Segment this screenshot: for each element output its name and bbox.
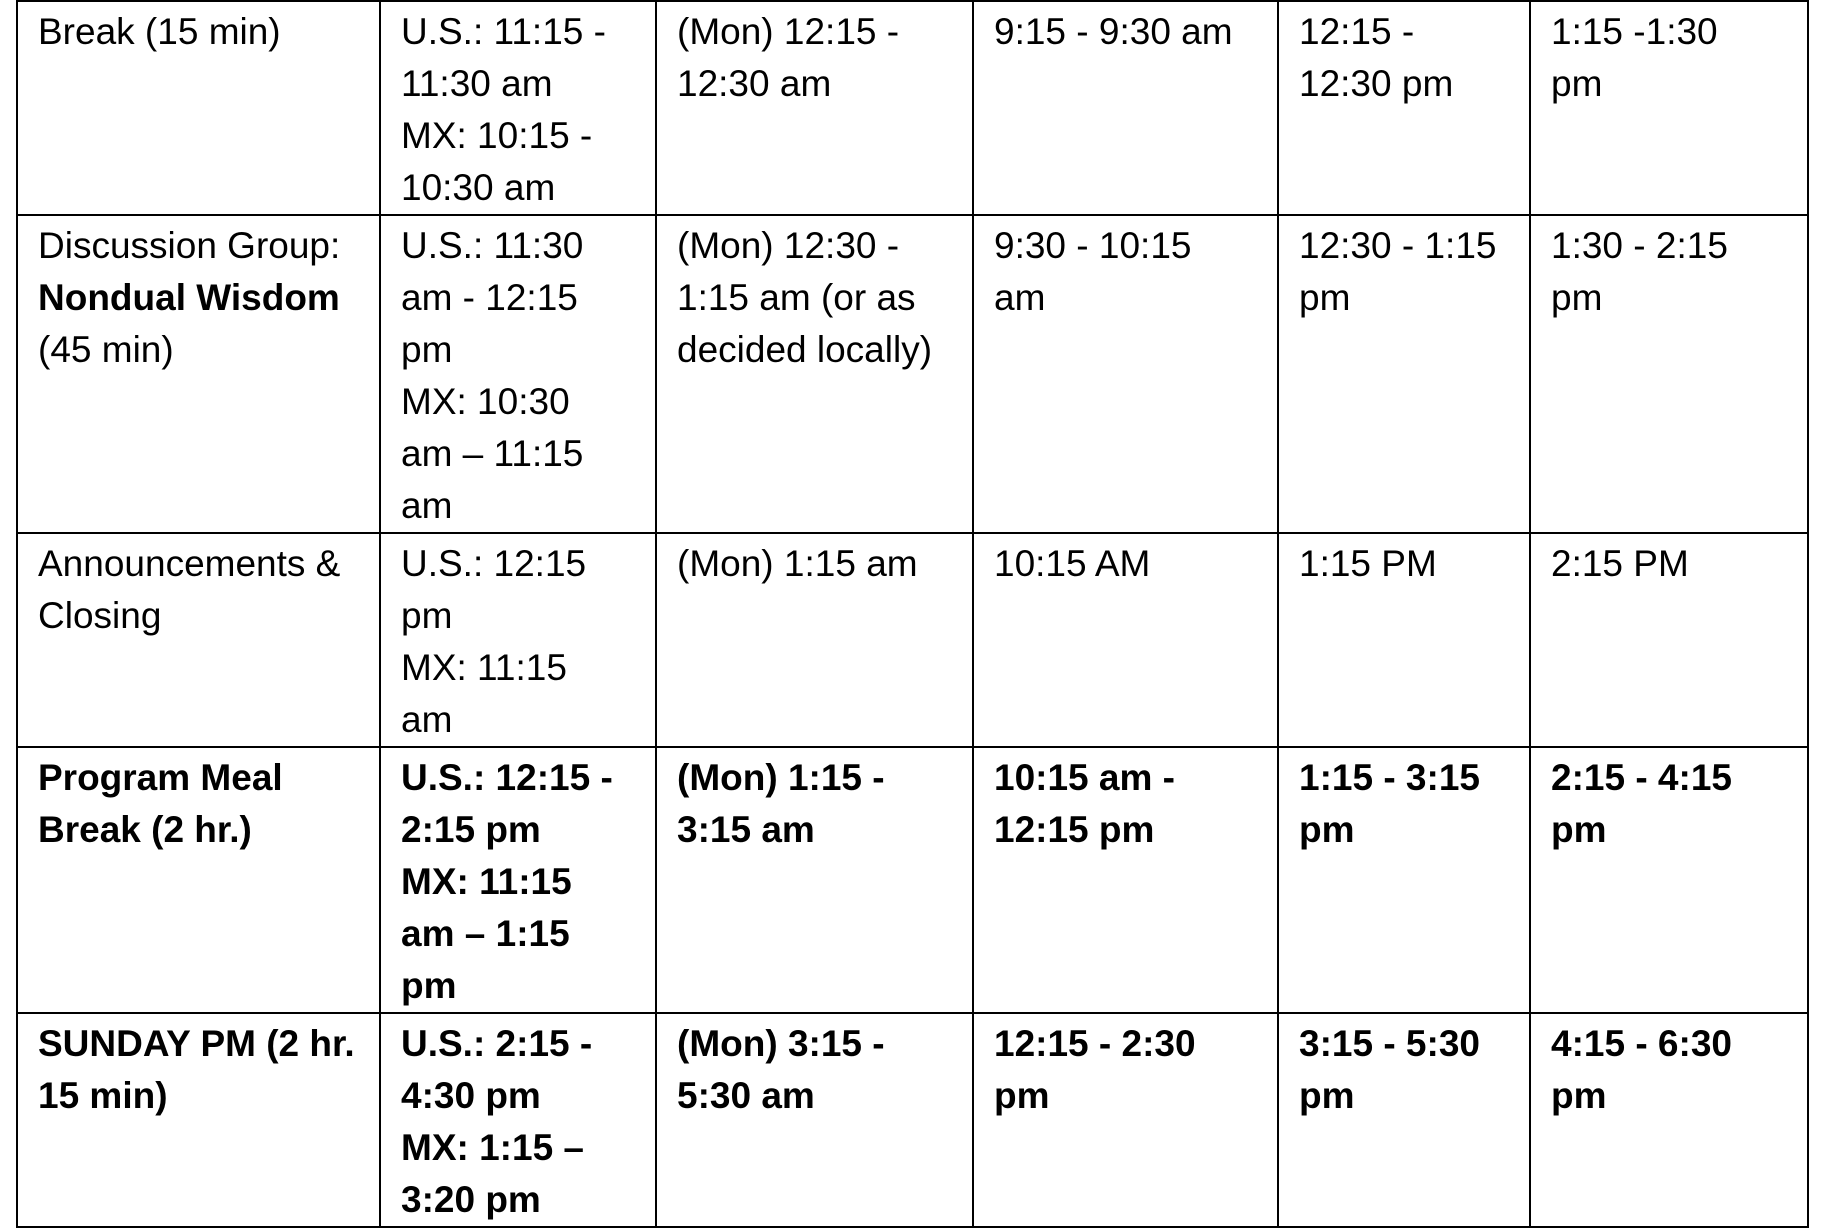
time-cell-col6: 4:15 - 6:30 pm bbox=[1530, 1013, 1808, 1227]
session-label-cell: Announcements & Closing bbox=[17, 533, 380, 747]
time-cell-col5: 12:30 - 1:15 pm bbox=[1278, 215, 1530, 533]
session-label-cell: Break (15 min) bbox=[17, 1, 380, 215]
time-cell-col4: 9:30 - 10:15 am bbox=[973, 215, 1278, 533]
table-row bbox=[17, 215, 1808, 533]
time-cell-col6: 2:15 - 4:15 pm bbox=[1530, 747, 1808, 1013]
time-cell-col3: (Mon) 1:15 am bbox=[656, 533, 973, 747]
us-mx-time-cell: U.S.: 2:15 - 4:30 pm MX: 1:15 – 3:20 pm bbox=[380, 1013, 656, 1227]
time-cell-col6: 1:30 - 2:15 pm bbox=[1530, 215, 1808, 533]
time-cell-col5: 12:15 - 12:30 pm bbox=[1278, 1, 1530, 215]
time-cell-col4: 9:15 - 9:30 am bbox=[973, 1, 1278, 215]
time-cell-col4: 10:15 AM bbox=[973, 533, 1278, 747]
time-cell-col3: (Mon) 1:15 - 3:15 am bbox=[656, 747, 973, 1013]
table-row bbox=[17, 747, 1808, 1013]
us-mx-time-cell: U.S.: 11:15 - 11:30 am MX: 10:15 - 10:30 am bbox=[380, 1, 656, 215]
time-cell-col3: (Mon) 12:30 - 1:15 am (or as decided locally) bbox=[656, 215, 973, 533]
us-mx-time-cell: U.S.: 12:15 - 2:15 pm MX: 11:15 am – 1:15 pm bbox=[380, 747, 656, 1013]
time-cell-col4: 10:15 am - 12:15 pm bbox=[973, 747, 1278, 1013]
session-topic: Nondual Wisdom bbox=[38, 277, 340, 318]
us-mx-time-cell: U.S.: 12:15 pm MX: 11:15 am bbox=[380, 533, 656, 747]
table-row bbox=[17, 1, 1808, 215]
time-cell-col6: 2:15 PM bbox=[1530, 533, 1808, 747]
time-cell-col5: 1:15 - 3:15 pm bbox=[1278, 747, 1530, 1013]
session-label-cell: Discussion Group: Nondual Wisdom (45 min) bbox=[17, 215, 380, 533]
session-label-cell: SUNDAY PM (2 hr. 15 min) bbox=[17, 1013, 380, 1227]
time-cell-col5: 1:15 PM bbox=[1278, 533, 1530, 747]
time-cell-col3: (Mon) 3:15 - 5:30 am bbox=[656, 1013, 973, 1227]
time-cell-col4: 12:15 - 2:30 pm bbox=[973, 1013, 1278, 1227]
us-mx-time-cell: U.S.: 11:30 am - 12:15 pm MX: 10:30 am – 11:15 am bbox=[380, 215, 656, 533]
time-cell-col5: 3:15 - 5:30 pm bbox=[1278, 1013, 1530, 1227]
schedule-table bbox=[16, 0, 1809, 1228]
time-cell-col3: (Mon) 12:15 - 12:30 am bbox=[656, 1, 973, 215]
table-row bbox=[17, 1013, 1808, 1227]
table-row bbox=[17, 533, 1808, 747]
time-cell-col6: 1:15 -1:30 pm bbox=[1530, 1, 1808, 215]
session-label-cell: Program Meal Break (2 hr.) bbox=[17, 747, 380, 1013]
